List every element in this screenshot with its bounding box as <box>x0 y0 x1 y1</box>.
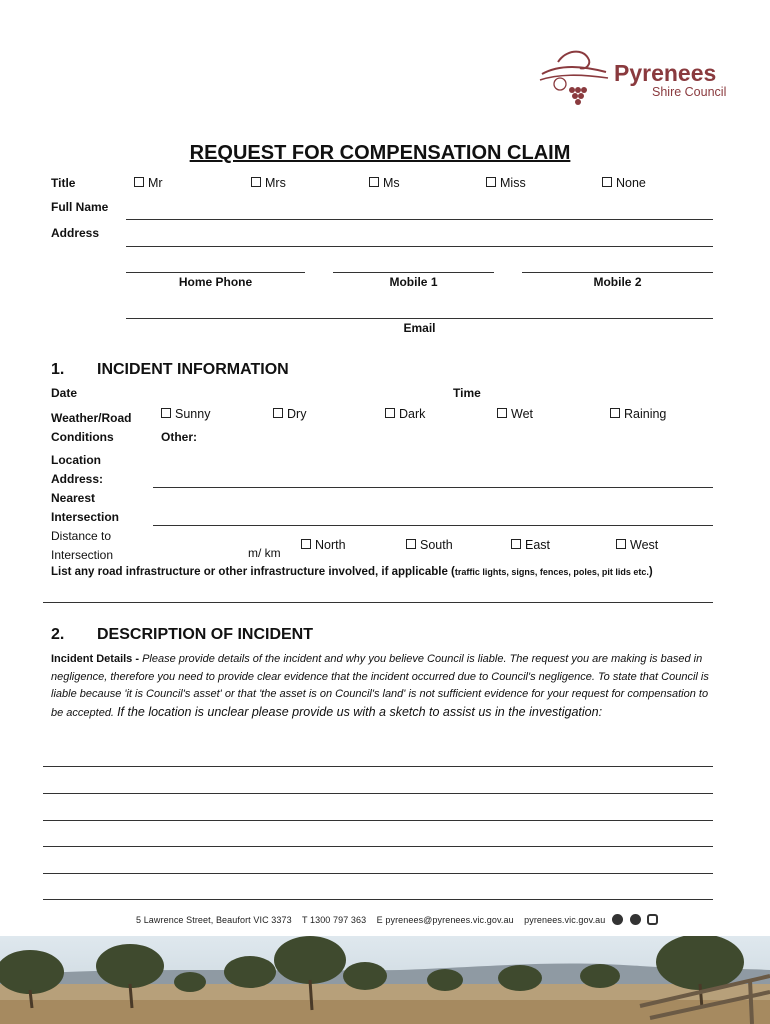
home-phone-label: Home Phone <box>178 275 253 289</box>
email-label: Email <box>403 321 436 335</box>
mobile1-label: Mobile 1 <box>389 275 438 289</box>
instagram-icon[interactable] <box>647 914 658 925</box>
description-line-4[interactable] <box>43 846 713 847</box>
checkbox-icon <box>511 539 521 549</box>
checkbox-icon <box>616 539 626 549</box>
direction-option-east[interactable]: East <box>511 538 550 552</box>
mobile2-field[interactable] <box>522 272 713 273</box>
twitter-icon[interactable] <box>630 914 641 925</box>
section1-number: 1. <box>51 361 65 378</box>
footer-email[interactable]: E pyrenees@pyrenees.vic.gov.au <box>376 915 514 925</box>
direction-option-west[interactable]: West <box>616 538 658 552</box>
mobile2-label: Mobile 2 <box>593 275 642 289</box>
council-logo <box>536 44 736 114</box>
full-name-label: Full Name <box>51 200 109 214</box>
description-line-5[interactable] <box>43 873 713 874</box>
home-phone-field[interactable] <box>126 272 305 273</box>
incident-details-text: Incident Details - Please provide details of the incident and why you believe Council is liable. The request you are making is based in negligence, therefore you need to provide clear evidence that the incident occurred due to Council's negligence. To state that Council is liable because 'it is Council's asset' or that 'the asset is on Council's land' is not sufficient evidence for your request for compensation to be accepted. If the location is unclear please provide us with a sketch to assist us in the investigation: <box>51 653 709 719</box>
footer-address: 5 Lawrence Street, Beaufort VIC 3373 <box>136 915 292 925</box>
checkbox-icon <box>161 408 171 418</box>
address-label: Address <box>51 226 100 240</box>
footer-phone: T 1300 797 363 <box>301 915 367 925</box>
infrastructure-label: List any road infrastructure or other infrastructure involved, if applicable (traffic lights, signs, fences, poles, pit lids etc.) <box>51 566 653 578</box>
weather-option-dark[interactable]: Dark <box>385 407 425 421</box>
title-option-mr[interactable]: Mr <box>134 176 163 190</box>
weather-option-sunny[interactable]: Sunny <box>161 407 210 421</box>
logo-subtitle: Shire Council <box>652 85 727 99</box>
checkbox-icon <box>251 177 261 187</box>
checkbox-icon <box>273 408 283 418</box>
location-label: Location Address: <box>51 453 104 486</box>
incident-details-label: Incident Details - <box>51 653 143 665</box>
checkbox-icon <box>602 177 612 187</box>
weather-label: Weather/Road Conditions <box>51 411 132 444</box>
description-line-3[interactable] <box>43 820 713 821</box>
footer-contact <box>136 914 658 925</box>
footer-website[interactable]: pyrenees.vic.gov.au <box>524 915 606 925</box>
title-option-none[interactable]: None <box>602 176 646 190</box>
section1-heading: INCIDENT INFORMATION <box>97 361 289 378</box>
full-name-field[interactable] <box>126 219 713 220</box>
logo-emblem-icon <box>536 44 614 112</box>
title-label: Title <box>51 176 76 190</box>
checkbox-icon <box>134 177 144 187</box>
date-label: Date <box>51 386 78 400</box>
description-line-2[interactable] <box>43 793 713 794</box>
section2-number: 2. <box>51 626 65 643</box>
description-line-1[interactable] <box>43 766 713 767</box>
direction-option-south[interactable]: South <box>406 538 453 552</box>
mobile1-field[interactable] <box>333 272 494 273</box>
section2-heading: DESCRIPTION OF INCIDENT <box>97 626 314 643</box>
direction-option-north[interactable]: North <box>301 538 346 552</box>
address-field[interactable] <box>126 246 713 247</box>
other-label: Other: <box>161 430 197 444</box>
landscape-banner <box>0 936 770 1024</box>
logo-name: Pyrenees <box>614 60 717 86</box>
time-label: Time <box>453 386 481 400</box>
page-title: REQUEST FOR COMPENSATION CLAIM <box>189 142 571 164</box>
location-address-field[interactable] <box>153 487 713 488</box>
infrastructure-field[interactable] <box>43 602 713 603</box>
checkbox-icon <box>385 408 395 418</box>
weather-option-raining[interactable]: Raining <box>610 407 666 421</box>
checkbox-icon <box>406 539 416 549</box>
weather-option-dry[interactable]: Dry <box>273 407 306 421</box>
description-line-6[interactable] <box>43 899 713 900</box>
checkbox-icon <box>610 408 620 418</box>
checkbox-icon <box>486 177 496 187</box>
title-option-mrs[interactable]: Mrs <box>251 176 286 190</box>
email-field[interactable] <box>126 318 713 319</box>
checkbox-icon <box>301 539 311 549</box>
facebook-icon[interactable] <box>612 914 623 925</box>
title-option-ms[interactable]: Ms <box>369 176 400 190</box>
distance-unit: m/ km <box>248 546 281 560</box>
title-option-miss[interactable]: Miss <box>486 176 526 190</box>
distance-label: Distance to Intersection <box>51 529 114 562</box>
weather-option-wet[interactable]: Wet <box>497 407 533 421</box>
checkbox-icon <box>497 408 507 418</box>
checkbox-icon <box>369 177 379 187</box>
nearest-intersection-field[interactable] <box>153 525 713 526</box>
nearest-intersection-label: Nearest Intersection <box>51 491 120 524</box>
